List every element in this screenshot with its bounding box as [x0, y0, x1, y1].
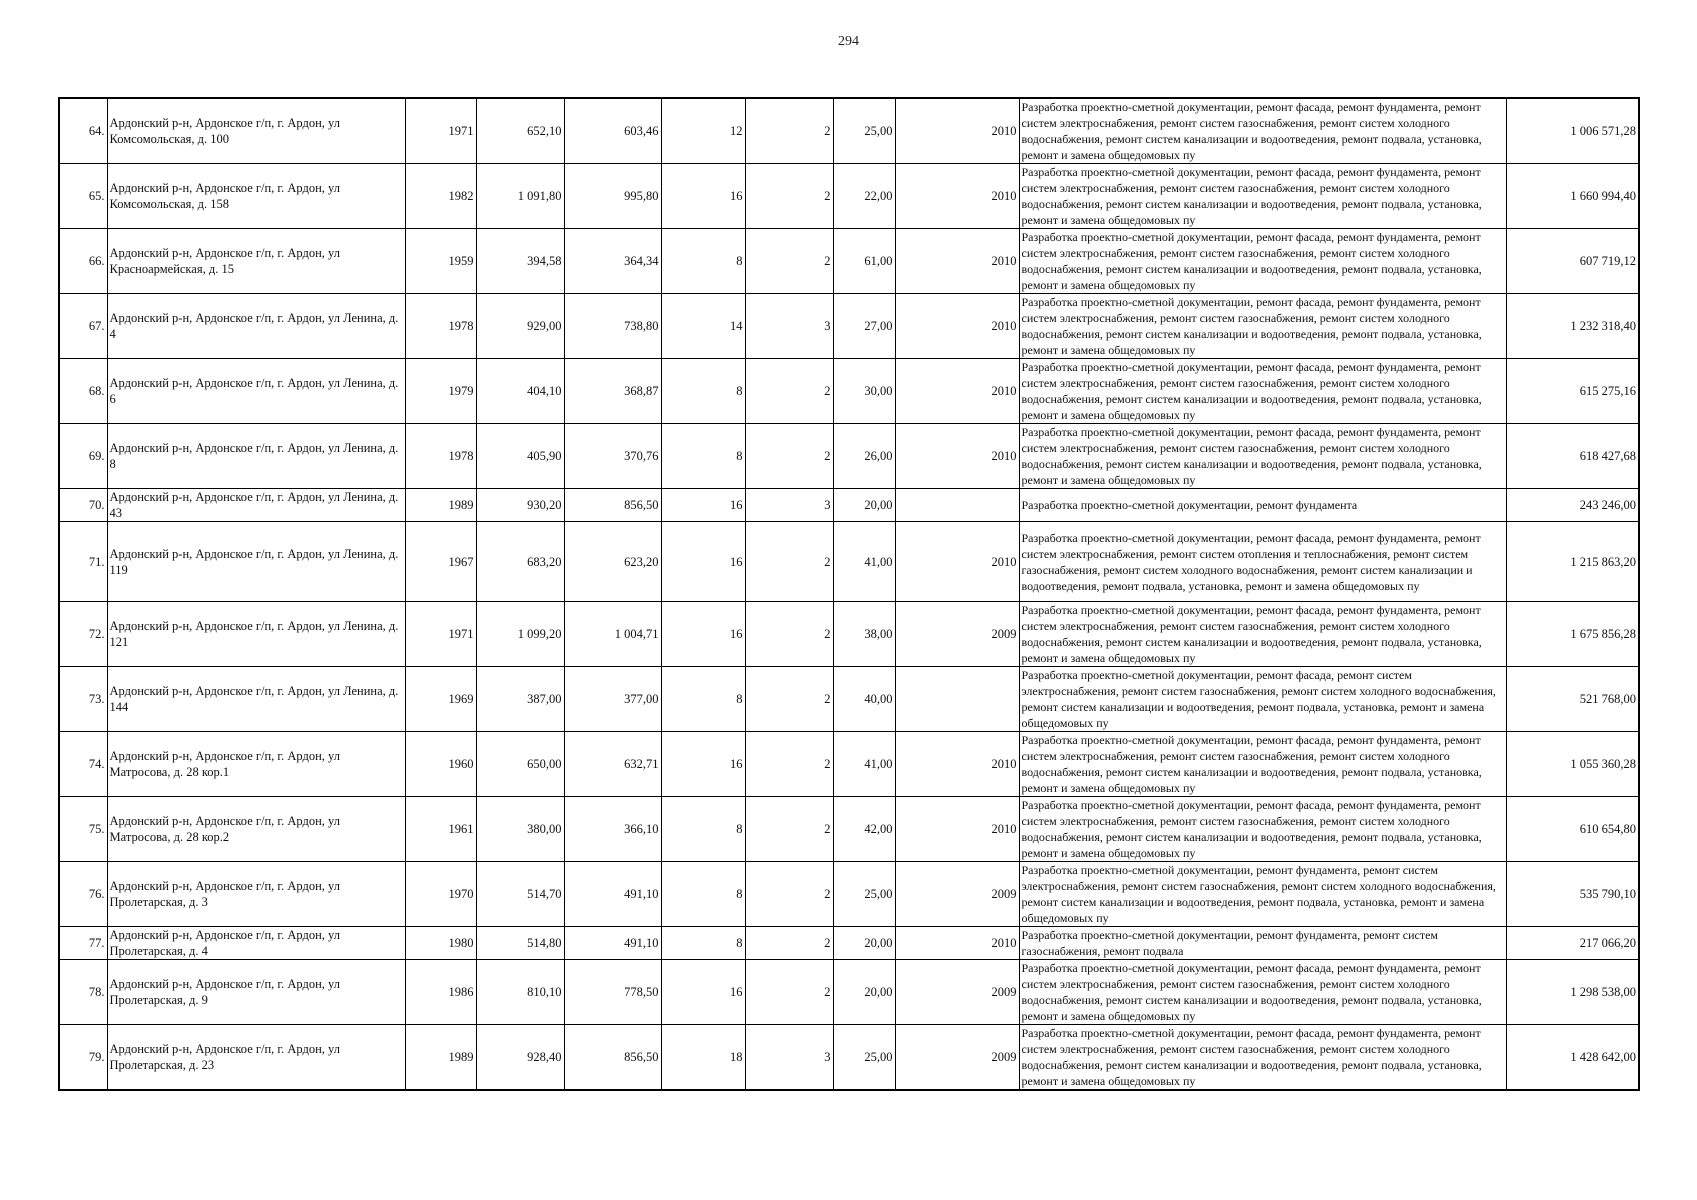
last-repair-year-cell: 2010: [895, 424, 1019, 489]
repair-works-cell: Разработка проектно-сметной документации, ремонт фундамента, ремонт систем газоснабжения, ремонт подвала: [1019, 927, 1506, 960]
repair-cost-cell: 1 675 856,28: [1506, 602, 1639, 667]
living-area-cell: 856,50: [564, 1025, 661, 1091]
repair-cost-cell: 1 006 571,28: [1506, 98, 1639, 164]
repair-works-cell: Разработка проектно-сметной документации, ремонт фасада, ремонт фундамента, ремонт систем электроснабжения, ремонт систем отопления и теплоснабжения, ремонт систем газоснабжения, ремонт систем холодного водоснабжения, ремонт систем канализации и водоотведения, ремонт подвала, установка, ремонт и замена общедомовых пу: [1019, 522, 1506, 602]
build-year-cell: 1960: [405, 732, 476, 797]
last-repair-year-cell: 2010: [895, 164, 1019, 229]
build-year-cell: 1969: [405, 667, 476, 732]
build-year-cell: 1978: [405, 424, 476, 489]
row-number-cell: 68.: [59, 359, 107, 424]
floor-count-cell: 2: [745, 862, 833, 927]
floor-count-cell: 2: [745, 424, 833, 489]
apartment-count-cell: 8: [661, 927, 745, 960]
last-repair-year-cell: [895, 489, 1019, 522]
total-area-cell: 404,10: [476, 359, 564, 424]
row-number-cell: 72.: [59, 602, 107, 667]
floor-count-cell: 2: [745, 359, 833, 424]
address-cell: Ардонский р-н, Ардонское г/п, г. Ардон, ул Ленина, д. 8: [107, 424, 405, 489]
total-area-cell: 1 091,80: [476, 164, 564, 229]
wear-percent-cell: 30,00: [833, 359, 895, 424]
last-repair-year-cell: 2009: [895, 862, 1019, 927]
wear-percent-cell: 61,00: [833, 229, 895, 294]
last-repair-year-cell: 2009: [895, 602, 1019, 667]
table-body: [59, 98, 1639, 1090]
table-row: [59, 732, 1639, 797]
repair-cost-cell: 615 275,16: [1506, 359, 1639, 424]
build-year-cell: 1986: [405, 960, 476, 1025]
address-cell: Ардонский р-н, Ардонское г/п, г. Ардон, ул Ленина, д. 144: [107, 667, 405, 732]
build-year-cell: 1970: [405, 862, 476, 927]
repair-cost-cell: 243 246,00: [1506, 489, 1639, 522]
repair-works-cell: Разработка проектно-сметной документации, ремонт фундамента, ремонт систем электроснабжения, ремонт систем газоснабжения, ремонт систем холодного водоснабжения, ремонт систем канализации и водоотведения, ремонт подвала, установка, ремонт и замена общедомовых пу: [1019, 862, 1506, 927]
total-area-cell: 930,20: [476, 489, 564, 522]
apartment-count-cell: 14: [661, 294, 745, 359]
wear-percent-cell: 20,00: [833, 927, 895, 960]
repair-cost-cell: 607 719,12: [1506, 229, 1639, 294]
address-cell: Ардонский р-н, Ардонское г/п, г. Ардон, ул Ленина, д. 6: [107, 359, 405, 424]
last-repair-year-cell: 2010: [895, 98, 1019, 164]
row-number-cell: 75.: [59, 797, 107, 862]
living-area-cell: 738,80: [564, 294, 661, 359]
wear-percent-cell: 20,00: [833, 960, 895, 1025]
last-repair-year-cell: 2010: [895, 359, 1019, 424]
last-repair-year-cell: 2009: [895, 960, 1019, 1025]
address-cell: Ардонский р-н, Ардонское г/п, г. Ардон, ул Пролетарская, д. 9: [107, 960, 405, 1025]
total-area-cell: 405,90: [476, 424, 564, 489]
table-row: [59, 927, 1639, 960]
last-repair-year-cell: 2010: [895, 927, 1019, 960]
address-cell: Ардонский р-н, Ардонское г/п, г. Ардон, ул Ленина, д. 119: [107, 522, 405, 602]
wear-percent-cell: 25,00: [833, 98, 895, 164]
repair-cost-cell: 618 427,68: [1506, 424, 1639, 489]
floor-count-cell: 2: [745, 522, 833, 602]
build-year-cell: 1980: [405, 927, 476, 960]
repair-works-cell: Разработка проектно-сметной документации, ремонт фасада, ремонт фундамента, ремонт систем электроснабжения, ремонт систем газоснабжения, ремонт систем холодного водоснабжения, ремонт систем канализации и водоотведения, ремонт подвала, установка, ремонт и замена общедомовых пу: [1019, 229, 1506, 294]
address-cell: Ардонский р-н, Ардонское г/п, г. Ардон, ул Пролетарская, д. 3: [107, 862, 405, 927]
table-row: [59, 164, 1639, 229]
table-row: [59, 602, 1639, 667]
repair-cost-cell: 1 215 863,20: [1506, 522, 1639, 602]
table-row: [59, 489, 1639, 522]
build-year-cell: 1982: [405, 164, 476, 229]
wear-percent-cell: 42,00: [833, 797, 895, 862]
total-area-cell: 514,70: [476, 862, 564, 927]
wear-percent-cell: 22,00: [833, 164, 895, 229]
table-row: [59, 960, 1639, 1025]
row-number-cell: 74.: [59, 732, 107, 797]
apartment-count-cell: 8: [661, 229, 745, 294]
living-area-cell: 364,34: [564, 229, 661, 294]
repair-works-cell: Разработка проектно-сметной документации, ремонт фасада, ремонт фундамента, ремонт систем электроснабжения, ремонт систем газоснабжения, ремонт систем холодного водоснабжения, ремонт систем канализации и водоотведения, ремонт подвала, установка, ремонт и замена общедомовых пу: [1019, 960, 1506, 1025]
floor-count-cell: 2: [745, 732, 833, 797]
total-area-cell: 387,00: [476, 667, 564, 732]
address-cell: Ардонский р-н, Ардонское г/п, г. Ардон, ул Матросова, д. 28 кор.2: [107, 797, 405, 862]
row-number-cell: 69.: [59, 424, 107, 489]
repair-works-cell: Разработка проектно-сметной документации, ремонт фасада, ремонт фундамента, ремонт систем электроснабжения, ремонт систем газоснабжения, ремонт систем холодного водоснабжения, ремонт систем канализации и водоотведения, ремонт подвала, установка, ремонт и замена общедомовых пу: [1019, 98, 1506, 164]
floor-count-cell: 2: [745, 960, 833, 1025]
apartment-count-cell: 16: [661, 522, 745, 602]
wear-percent-cell: 41,00: [833, 732, 895, 797]
row-number-cell: 71.: [59, 522, 107, 602]
living-area-cell: 1 004,71: [564, 602, 661, 667]
wear-percent-cell: 41,00: [833, 522, 895, 602]
floor-count-cell: 2: [745, 98, 833, 164]
repair-cost-cell: 217 066,20: [1506, 927, 1639, 960]
last-repair-year-cell: 2010: [895, 797, 1019, 862]
living-area-cell: 995,80: [564, 164, 661, 229]
row-number-cell: 65.: [59, 164, 107, 229]
total-area-cell: 514,80: [476, 927, 564, 960]
build-year-cell: 1971: [405, 602, 476, 667]
living-area-cell: 603,46: [564, 98, 661, 164]
address-cell: Ардонский р-н, Ардонское г/п, г. Ардон, ул Пролетарская, д. 4: [107, 927, 405, 960]
build-year-cell: 1989: [405, 1025, 476, 1091]
apartment-count-cell: 8: [661, 667, 745, 732]
apartment-count-cell: 18: [661, 1025, 745, 1091]
wear-percent-cell: 27,00: [833, 294, 895, 359]
page-number: 294: [838, 34, 859, 49]
address-cell: Ардонский р-н, Ардонское г/п, г. Ардон, ул Ленина, д. 43: [107, 489, 405, 522]
repair-cost-cell: 610 654,80: [1506, 797, 1639, 862]
apartment-count-cell: 8: [661, 359, 745, 424]
row-number-cell: 66.: [59, 229, 107, 294]
table-row: [59, 229, 1639, 294]
repair-works-cell: Разработка проектно-сметной документации, ремонт фасада, ремонт фундамента, ремонт систем электроснабжения, ремонт систем газоснабжения, ремонт систем холодного водоснабжения, ремонт систем канализации и водоотведения, ремонт подвала, установка, ремонт и замена общедомовых пу: [1019, 424, 1506, 489]
housing-repair-table: [58, 97, 1640, 1091]
build-year-cell: 1978: [405, 294, 476, 359]
address-cell: Ардонский р-н, Ардонское г/п, г. Ардон, ул Ленина, д. 4: [107, 294, 405, 359]
table-row: [59, 294, 1639, 359]
floor-count-cell: 2: [745, 797, 833, 862]
table-row: [59, 359, 1639, 424]
repair-works-cell: Разработка проектно-сметной документации, ремонт фундамента: [1019, 489, 1506, 522]
repair-works-cell: Разработка проектно-сметной документации, ремонт фасада, ремонт фундамента, ремонт систем электроснабжения, ремонт систем газоснабжения, ремонт систем холодного водоснабжения, ремонт систем канализации и водоотведения, ремонт подвала, установка, ремонт и замена общедомовых пу: [1019, 294, 1506, 359]
apartment-count-cell: 8: [661, 424, 745, 489]
row-number-cell: 79.: [59, 1025, 107, 1091]
repair-cost-cell: 1 428 642,00: [1506, 1025, 1639, 1091]
repair-cost-cell: 1 660 994,40: [1506, 164, 1639, 229]
table-row: [59, 98, 1639, 164]
wear-percent-cell: 25,00: [833, 862, 895, 927]
repair-works-cell: Разработка проектно-сметной документации, ремонт фасада, ремонт систем электроснабжения, ремонт систем газоснабжения, ремонт систем холодного водоснабжения, ремонт систем канализации и водоотведения, ремонт подвала, установка, ремонт и замена общедомовых пу: [1019, 667, 1506, 732]
last-repair-year-cell: 2010: [895, 294, 1019, 359]
living-area-cell: 491,10: [564, 862, 661, 927]
repair-works-cell: Разработка проектно-сметной документации, ремонт фасада, ремонт фундамента, ремонт систем электроснабжения, ремонт систем газоснабжения, ремонт систем холодного водоснабжения, ремонт систем канализации и водоотведения, ремонт подвала, установка, ремонт и замена общедомовых пу: [1019, 164, 1506, 229]
row-number-cell: 77.: [59, 927, 107, 960]
build-year-cell: 1959: [405, 229, 476, 294]
wear-percent-cell: 38,00: [833, 602, 895, 667]
floor-count-cell: 2: [745, 927, 833, 960]
repair-works-cell: Разработка проектно-сметной документации, ремонт фасада, ремонт фундамента, ремонт систем электроснабжения, ремонт систем газоснабжения, ремонт систем холодного водоснабжения, ремонт систем канализации и водоотведения, ремонт подвала, установка, ремонт и замена общедомовых пу: [1019, 359, 1506, 424]
row-number-cell: 70.: [59, 489, 107, 522]
build-year-cell: 1979: [405, 359, 476, 424]
total-area-cell: 394,58: [476, 229, 564, 294]
total-area-cell: 810,10: [476, 960, 564, 1025]
repair-cost-cell: 535 790,10: [1506, 862, 1639, 927]
total-area-cell: 1 099,20: [476, 602, 564, 667]
repair-works-cell: Разработка проектно-сметной документации, ремонт фасада, ремонт фундамента, ремонт систем электроснабжения, ремонт систем газоснабжения, ремонт систем холодного водоснабжения, ремонт систем канализации и водоотведения, ремонт подвала, установка, ремонт и замена общедомовых пу: [1019, 732, 1506, 797]
wear-percent-cell: 26,00: [833, 424, 895, 489]
repair-cost-cell: 1 055 360,28: [1506, 732, 1639, 797]
build-year-cell: 1961: [405, 797, 476, 862]
address-cell: Ардонский р-н, Ардонское г/п, г. Ардон, ул Матросова, д. 28 кор.1: [107, 732, 405, 797]
floor-count-cell: 3: [745, 1025, 833, 1091]
total-area-cell: 652,10: [476, 98, 564, 164]
wear-percent-cell: 20,00: [833, 489, 895, 522]
row-number-cell: 78.: [59, 960, 107, 1025]
apartment-count-cell: 16: [661, 732, 745, 797]
table-row: [59, 862, 1639, 927]
table-row: [59, 424, 1639, 489]
total-area-cell: 683,20: [476, 522, 564, 602]
floor-count-cell: 3: [745, 489, 833, 522]
total-area-cell: 929,00: [476, 294, 564, 359]
apartment-count-cell: 16: [661, 164, 745, 229]
build-year-cell: 1967: [405, 522, 476, 602]
table-row: [59, 667, 1639, 732]
floor-count-cell: 2: [745, 602, 833, 667]
repair-cost-cell: 1 298 538,00: [1506, 960, 1639, 1025]
living-area-cell: 368,87: [564, 359, 661, 424]
repair-cost-cell: 521 768,00: [1506, 667, 1639, 732]
living-area-cell: 491,10: [564, 927, 661, 960]
last-repair-year-cell: 2010: [895, 229, 1019, 294]
repair-works-cell: Разработка проектно-сметной документации, ремонт фасада, ремонт фундамента, ремонт систем электроснабжения, ремонт систем газоснабжения, ремонт систем холодного водоснабжения, ремонт систем канализации и водоотведения, ремонт подвала, установка, ремонт и замена общедомовых пу: [1019, 797, 1506, 862]
total-area-cell: 928,40: [476, 1025, 564, 1091]
apartment-count-cell: 8: [661, 797, 745, 862]
repair-works-cell: Разработка проектно-сметной документации, ремонт фасада, ремонт фундамента, ремонт систем электроснабжения, ремонт систем газоснабжения, ремонт систем холодного водоснабжения, ремонт систем канализации и водоотведения, ремонт подвала, установка, ремонт и замена общедомовых пу: [1019, 1025, 1506, 1091]
floor-count-cell: 3: [745, 294, 833, 359]
row-number-cell: 76.: [59, 862, 107, 927]
table-row: [59, 1025, 1639, 1091]
living-area-cell: 778,50: [564, 960, 661, 1025]
apartment-count-cell: 16: [661, 602, 745, 667]
floor-count-cell: 2: [745, 229, 833, 294]
wear-percent-cell: 40,00: [833, 667, 895, 732]
repair-works-cell: Разработка проектно-сметной документации, ремонт фасада, ремонт фундамента, ремонт систем электроснабжения, ремонт систем газоснабжения, ремонт систем холодного водоснабжения, ремонт систем канализации и водоотведения, ремонт подвала, установка, ремонт и замена общедомовых пу: [1019, 602, 1506, 667]
total-area-cell: 380,00: [476, 797, 564, 862]
living-area-cell: 370,76: [564, 424, 661, 489]
build-year-cell: 1971: [405, 98, 476, 164]
apartment-count-cell: 16: [661, 960, 745, 1025]
living-area-cell: 632,71: [564, 732, 661, 797]
row-number-cell: 73.: [59, 667, 107, 732]
apartment-count-cell: 16: [661, 489, 745, 522]
apartment-count-cell: 8: [661, 862, 745, 927]
row-number-cell: 67.: [59, 294, 107, 359]
last-repair-year-cell: 2009: [895, 1025, 1019, 1091]
living-area-cell: 623,20: [564, 522, 661, 602]
address-cell: Ардонский р-н, Ардонское г/п, г. Ардон, ул Пролетарская, д. 23: [107, 1025, 405, 1091]
wear-percent-cell: 25,00: [833, 1025, 895, 1091]
address-cell: Ардонский р-н, Ардонское г/п, г. Ардон, ул Ленина, д. 121: [107, 602, 405, 667]
build-year-cell: 1989: [405, 489, 476, 522]
floor-count-cell: 2: [745, 667, 833, 732]
floor-count-cell: 2: [745, 164, 833, 229]
last-repair-year-cell: [895, 667, 1019, 732]
row-number-cell: 64.: [59, 98, 107, 164]
living-area-cell: 856,50: [564, 489, 661, 522]
address-cell: Ардонский р-н, Ардонское г/п, г. Ардон, ул Комсомольская, д. 158: [107, 164, 405, 229]
total-area-cell: 650,00: [476, 732, 564, 797]
last-repair-year-cell: 2010: [895, 522, 1019, 602]
table-row: [59, 797, 1639, 862]
repair-cost-cell: 1 232 318,40: [1506, 294, 1639, 359]
apartment-count-cell: 12: [661, 98, 745, 164]
living-area-cell: 377,00: [564, 667, 661, 732]
table-row: [59, 522, 1639, 602]
address-cell: Ардонский р-н, Ардонское г/п, г. Ардон, ул Комсомольская, д. 100: [107, 98, 405, 164]
last-repair-year-cell: 2010: [895, 732, 1019, 797]
living-area-cell: 366,10: [564, 797, 661, 862]
address-cell: Ардонский р-н, Ардонское г/п, г. Ардон, ул Красноармейская, д. 15: [107, 229, 405, 294]
